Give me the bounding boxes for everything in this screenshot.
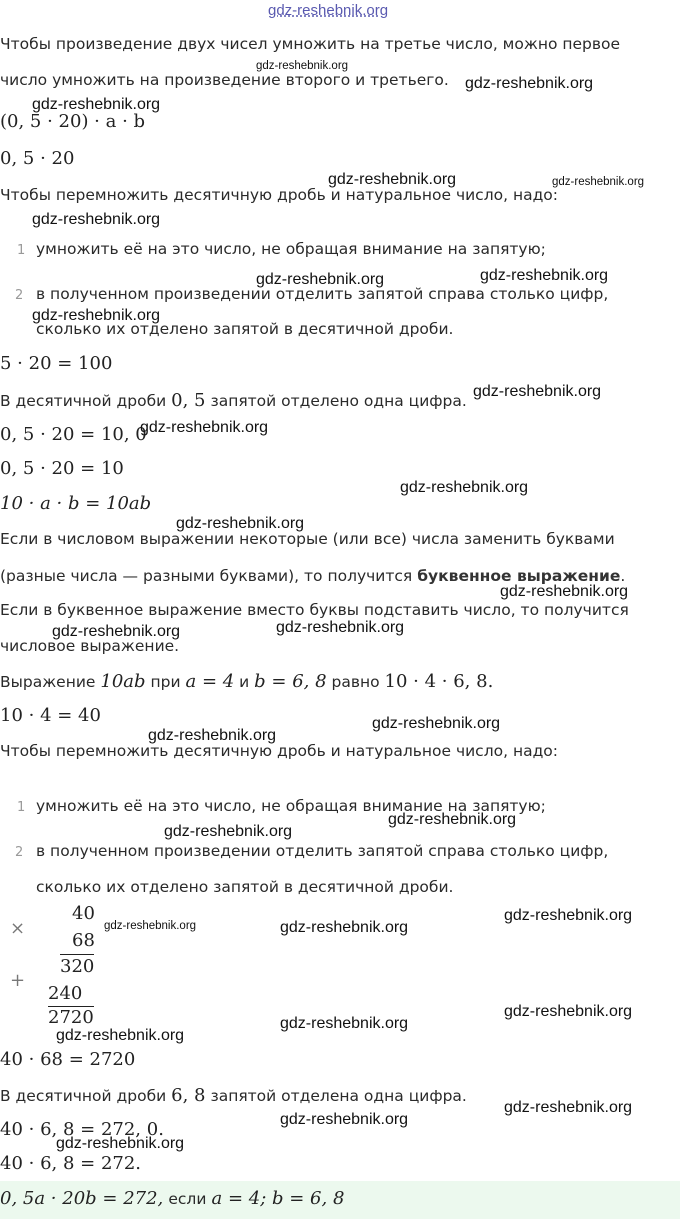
definition-term: буквенное выражение (417, 567, 621, 585)
watermark[interactable]: gdz-reshebnik.org (52, 623, 181, 640)
expr-mid3: равно (331, 673, 380, 691)
watermark[interactable]: gdz-reshebnik.org (552, 176, 645, 188)
definition-line1: Если в числовом выражении некоторые (или все) числа заменить буквами (0, 530, 615, 548)
expr-m1: 10ab (100, 671, 146, 692)
watermark-top[interactable]: gdz-reshebnik.org (268, 2, 389, 19)
watermark[interactable]: gdz-reshebnik.org (148, 727, 277, 744)
watermark[interactable]: gdz-reshebnik.org (504, 1099, 633, 1116)
equation-5x20: 5 · 20 = 100 (0, 353, 113, 374)
expr-mid1: при (150, 673, 181, 691)
watermark[interactable]: gdz-reshebnik.org (280, 919, 409, 936)
list-item-2-cont: сколько их отделено запятой в десятичной дроби. (36, 320, 454, 338)
watermark[interactable]: gdz-reshebnik.org (32, 211, 161, 228)
decimal-note-2-math: 6, 8 (171, 1085, 206, 1106)
rule-paragraph-line1: Чтобы произведение двух чисел умножить на третье число, можно первое (0, 35, 621, 53)
watermark[interactable]: gdz-reshebnik.org (276, 619, 405, 636)
rule-heading-2: Чтобы перемножить десятичную дробь и натуральное число, надо: (0, 742, 558, 760)
column-multiplier: 68 (72, 930, 95, 951)
decimal-note-post: запятой отделено одна цифра. (210, 392, 467, 410)
watermark[interactable]: gdz-reshebnik.org (400, 479, 529, 496)
equation-40x68: 40 · 68 = 2720 (0, 1049, 136, 1070)
column-times-sign: × (10, 918, 26, 939)
list-number-4: 2 (15, 845, 24, 860)
equation-decimal: 0, 5 · 20 = 10, 0 (0, 424, 147, 445)
substitution-line2: числовое выражение. (0, 637, 180, 655)
column-plus-sign: + (10, 970, 26, 991)
expression-grouped: (0, 5 · 20) · a · b (0, 111, 146, 132)
list-item-3: умножить её на это число, не обращая внимание на запятую; (36, 797, 546, 815)
watermark[interactable]: gdz-reshebnik.org (176, 515, 305, 532)
definition-pre: (разные числа — разными буквами), то получится (0, 567, 413, 585)
watermark[interactable]: gdz-reshebnik.org (465, 75, 594, 92)
decimal-note (0, 390, 467, 411)
watermark[interactable]: gdz-reshebnik.org (280, 1015, 409, 1032)
column-multiplicand: 40 (72, 903, 95, 924)
expr-pre: Выражение (0, 673, 96, 691)
list-item-1: умножить её на это число, не обращая внимание на запятую; (36, 240, 546, 258)
watermark[interactable]: gdz-reshebnik.org (164, 823, 293, 840)
column-partial-1: 320 (60, 956, 95, 977)
watermark[interactable]: gdz-reshebnik.org (504, 907, 633, 924)
list-item-2: в полученном произведении отделить запятой справа столько цифр, (36, 285, 609, 303)
decimal-note-2 (0, 1085, 467, 1106)
equation-40x6-8-raw: 40 · 6, 8 = 272, 0. (0, 1119, 164, 1140)
list-number-3: 1 (17, 800, 26, 815)
rule-paragraph-line2: число умножить на произведение второго и третьего. (0, 71, 449, 89)
decimal-note-pre: В десятичной дроби (0, 392, 167, 410)
watermark[interactable]: gdz-reshebnik.org (480, 267, 609, 284)
watermark[interactable]: gdz-reshebnik.org (32, 96, 161, 113)
substitution-line1: Если в буквенное выражение вместо буквы подставить число, то получится (0, 601, 629, 619)
rule-heading: Чтобы перемножить десятичную дробь и натуральное число, надо: (0, 186, 558, 204)
expr-m2: a = 4 (185, 671, 235, 692)
column-result: 2720 (48, 1007, 94, 1028)
equation-decimal-simplified: 0, 5 · 20 = 10 (0, 458, 124, 479)
answer-line (0, 1188, 344, 1209)
column-partial-2: 240 (48, 983, 83, 1004)
watermark[interactable]: gdz-reshebnik.org (104, 920, 197, 932)
definition-post: . (620, 567, 626, 585)
watermark[interactable]: gdz-reshebnik.org (56, 1135, 185, 1152)
equation-40x6-8: 40 · 6, 8 = 272. (0, 1153, 142, 1174)
expr-m4: 10 · 4 · 6, 8. (384, 671, 494, 692)
watermark[interactable]: gdz-reshebnik.org (256, 271, 385, 288)
list-item-4-cont: сколько их отделено запятой в десятичной дроби. (36, 878, 454, 896)
watermark[interactable]: gdz-reshebnik.org (388, 811, 517, 828)
decimal-note-2-post: запятой отделена одна цифра. (210, 1087, 467, 1105)
watermark[interactable]: gdz-reshebnik.org (372, 715, 501, 732)
equation-10x4: 10 · 4 = 40 (0, 705, 101, 726)
watermark[interactable]: gdz-reshebnik.org (504, 1003, 633, 1020)
decimal-note-2-pre: В десятичной дроби (0, 1087, 167, 1105)
list-number-2: 2 (15, 288, 24, 303)
decimal-note-math: 0, 5 (171, 390, 206, 411)
watermark[interactable]: gdz-reshebnik.org (473, 383, 602, 400)
watermark[interactable]: gdz-reshebnik.org (56, 1027, 185, 1044)
watermark[interactable]: gdz-reshebnik.org (500, 583, 629, 600)
list-item-4: в полученном произведении отделить запятой справа столько цифр, (36, 842, 609, 860)
expr-mid2: и (239, 673, 250, 691)
watermark[interactable]: gdz-reshebnik.org (256, 60, 349, 72)
equation-10ab: 10 · a · b = 10ab (0, 493, 152, 514)
answer-text: если (168, 1190, 207, 1208)
answer-math: 0, 5a · 20b = 272, (0, 1188, 164, 1209)
expression-product: 0, 5 · 20 (0, 148, 75, 169)
watermark[interactable]: gdz-reshebnik.org (140, 419, 269, 436)
answer-values: a = 4; b = 6, 8 (211, 1188, 345, 1209)
expr-m3: b = 6, 8 (254, 671, 327, 692)
column-line-1 (60, 954, 94, 955)
watermark[interactable]: gdz-reshebnik.org (328, 171, 457, 188)
watermark[interactable]: gdz-reshebnik.org (280, 1111, 409, 1128)
list-number-1: 1 (17, 243, 26, 258)
expression-value-line (0, 671, 493, 692)
watermark[interactable]: gdz-reshebnik.org (32, 307, 161, 324)
